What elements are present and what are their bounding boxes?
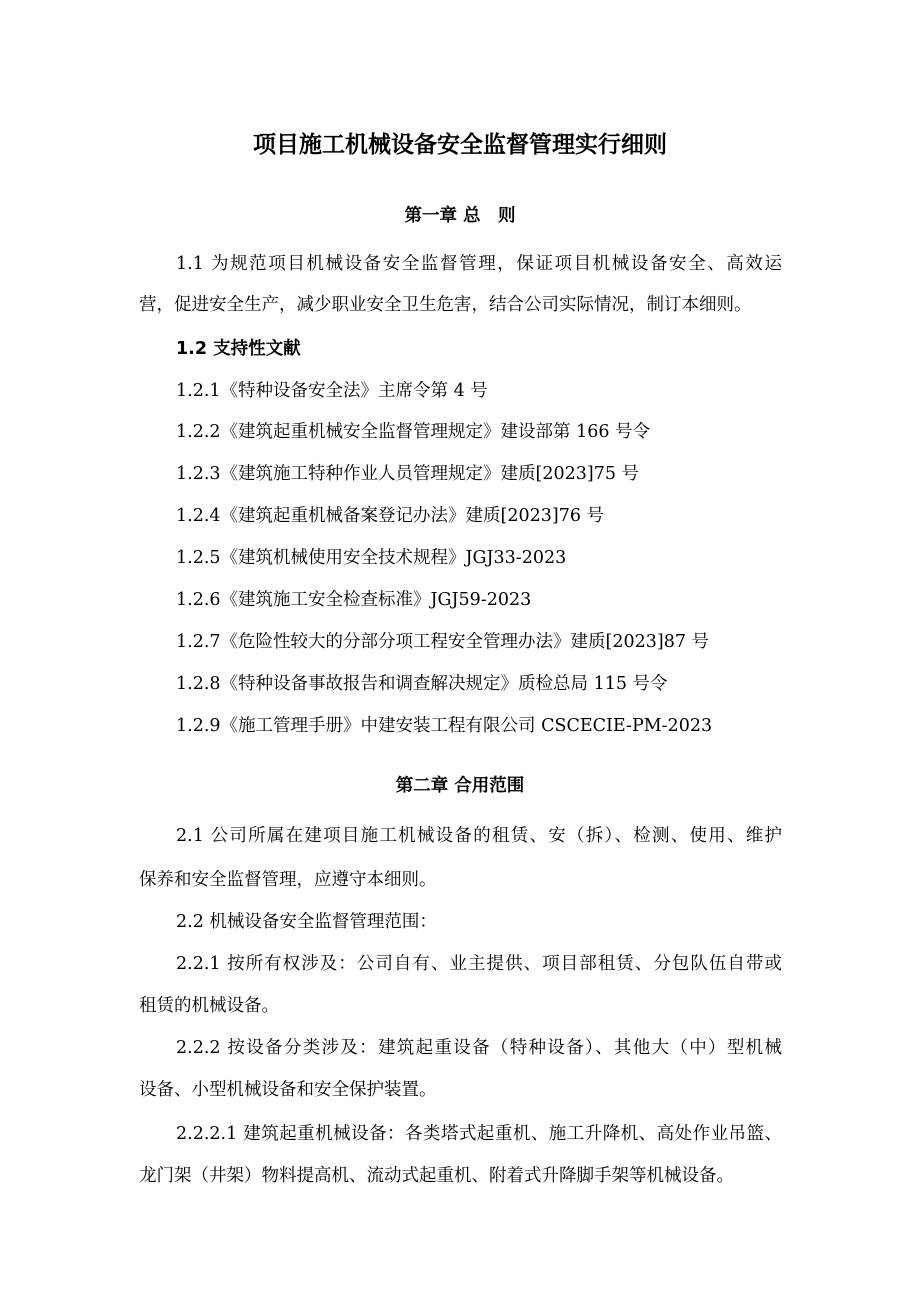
paragraph-line: 2.2 机械设备安全监督管理范围： bbox=[176, 912, 437, 932]
reference-item: 1.2.8《特种设备事故报告和调查解决规定》质检总局 115 号令 bbox=[176, 674, 668, 694]
paragraph-line: 2.1 公司所属在建项目施工机械设备的租赁、安（拆）、检测、使用、维护 bbox=[176, 826, 782, 846]
paragraph-line: 保养和安全监督管理，应遵守本细则。 bbox=[139, 870, 437, 890]
reference-item: 1.2.1《特种设备安全法》主席令第 4 号 bbox=[176, 381, 488, 401]
paragraph-line: 1.1 为规范项目机械设备安全监督管理，保证项目机械设备安全、高效运 bbox=[176, 254, 782, 274]
reference-item: 1.2.5《建筑机械使用安全技术规程》JGJ33-2023 bbox=[176, 548, 567, 568]
reference-item: 1.2.4《建筑起重机械备案登记办法》建质[2023]76 号 bbox=[176, 506, 605, 526]
chapter2-heading: 第二章 合用范围 bbox=[395, 776, 525, 796]
paragraph-line: 2.2.2 按设备分类涉及：建筑起重设备（特种设备）、其他大（中）型机械 bbox=[176, 1038, 782, 1058]
paragraph-line: 租赁的机械设备。 bbox=[139, 996, 279, 1016]
paragraph-line: 营，促进安全生产，减少职业安全卫生危害，结合公司实际情况，制订本细则。 bbox=[139, 295, 752, 315]
reference-item: 1.2.9《施工管理手册》中建安装工程有限公司 CSCECIE-PM-2023 bbox=[176, 716, 713, 736]
reference-item: 1.2.2《建筑起重机械安全监督管理规定》建设部第 166 号令 bbox=[176, 422, 651, 442]
paragraph-line: 龙门架（井架）物料提高机、流动式起重机、附着式升降脚手架等机械设备。 bbox=[139, 1166, 734, 1186]
paragraph-line: 设备、小型机械设备和安全保护装置。 bbox=[139, 1080, 437, 1100]
section-heading: 1.2 支持性文献 bbox=[176, 339, 301, 359]
reference-item: 1.2.7《危险性较大的分部分项工程安全管理办法》建质[2023]87 号 bbox=[176, 632, 710, 652]
document-title: 项目施工机械设备安全监督管理实行细则 bbox=[253, 132, 667, 158]
reference-item: 1.2.6《建筑施工安全检查标准》JGJ59-2023 bbox=[176, 590, 532, 610]
chapter1-heading: 第一章 总 则 bbox=[404, 206, 516, 226]
paragraph-line: 2.2.2.1 建筑起重机械设备：各类塔式起重机、施工升降机、高处作业吊篮、 bbox=[176, 1124, 782, 1144]
paragraph-line: 2.2.1 按所有权涉及：公司自有、业主提供、项目部租赁、分包队伍自带或 bbox=[176, 954, 782, 974]
reference-item: 1.2.3《建筑施工特种作业人员管理规定》建质[2023]75 号 bbox=[176, 464, 640, 484]
